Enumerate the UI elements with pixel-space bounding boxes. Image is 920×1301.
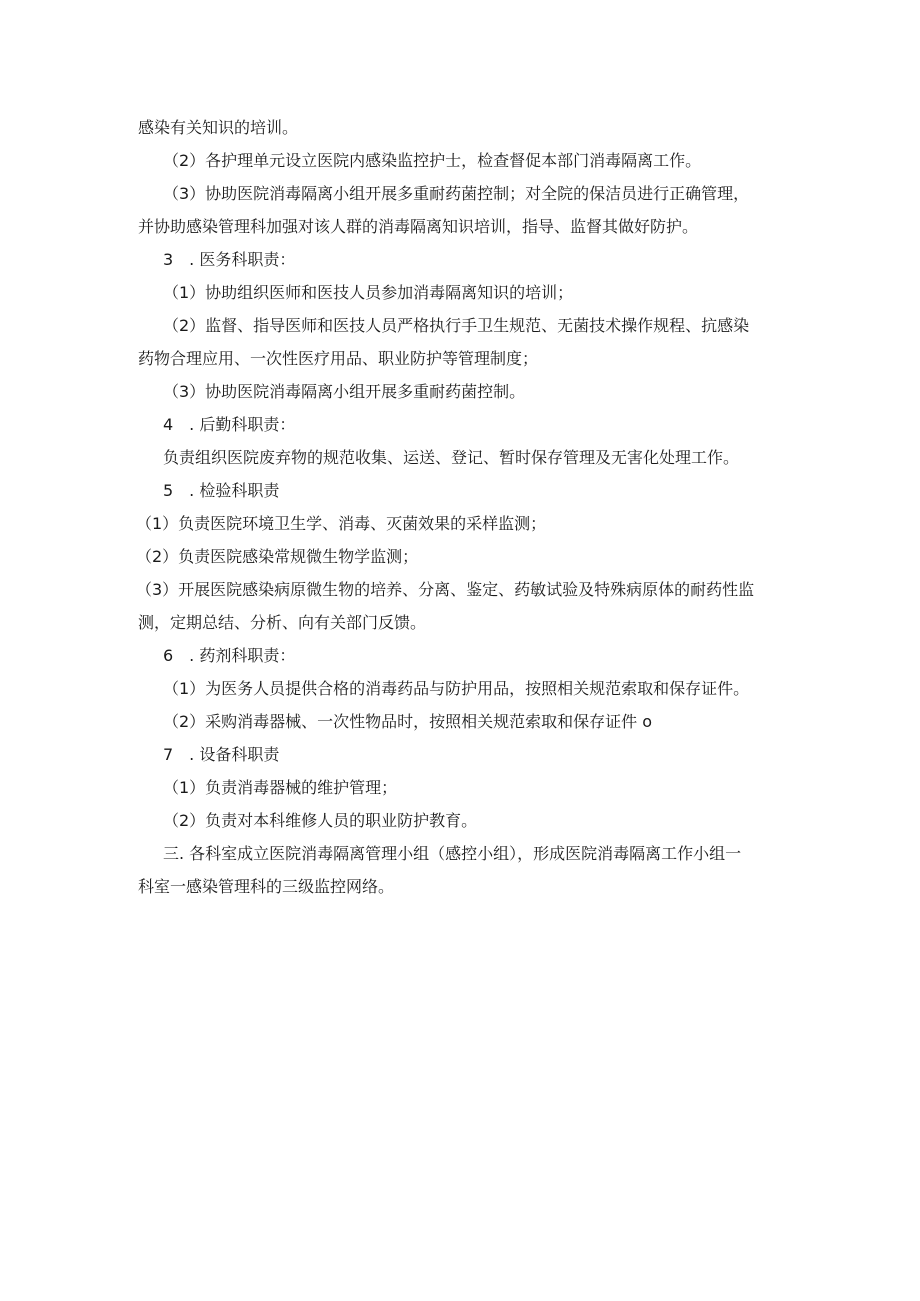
paragraph-line: （1）为医务人员提供合格的消毒药品与防护用品，按照相关规范索取和保存证件。 (163, 679, 750, 698)
section-heading: 6 . 药剂科职责： (163, 646, 296, 665)
paragraph-line: （2）各护理单元设立医院内感染监控护士，检查督促本部门消毒隔离工作。 (163, 151, 702, 170)
paragraph-line: 药物合理应用、一次性医疗用品、职业防护等管理制度； (138, 349, 539, 368)
paragraph-line: 感染有关知识的培训。 (138, 118, 299, 137)
document-body (138, 111, 798, 903)
section-heading: 3 . 医务科职责： (163, 250, 296, 269)
paragraph-line: （1）负责医院环境卫生学、消毒、灭菌效果的采样监测； (136, 514, 547, 533)
paragraph-line: （3）协助医院消毒隔离小组开展多重耐药菌控制。 (163, 382, 526, 401)
paragraph-line: （3）协助医院消毒隔离小组开展多重耐药菌控制；对全院的保洁员进行正确管理， (163, 184, 750, 203)
paragraph-line: （1）负责消毒器械的维护管理； (163, 778, 398, 797)
section-heading: 7 . 设备科职责 (163, 745, 280, 764)
section-heading: 5 . 检验科职责 (163, 481, 280, 500)
paragraph-line: （2）监督、指导医师和医技人员严格执行手卫生规范、无菌技术操作规程、抗感染 (163, 316, 750, 335)
paragraph-line: （2）负责对本科维修人员的职业防护教育。 (163, 811, 478, 830)
paragraph-line: （3）开展医院感染病原微生物的培养、分离、鉴定、药敏试验及特殊病原体的耐药性监 (136, 580, 755, 599)
paragraph-line: 科室一感染管理科的三级监控网络。 (138, 877, 395, 896)
paragraph-line: （1）协助组织医师和医技人员参加消毒隔离知识的培训； (163, 283, 574, 302)
paragraph-line: 三. 各科室成立医院消毒隔离管理小组（感控小组），形成医院消毒隔离工作小组一 (163, 844, 742, 863)
paragraph-line: （2）负责医院感染常规微生物学监测； (136, 547, 419, 566)
section-heading: 4 . 后勤科职责： (163, 415, 296, 434)
paragraph-line: 负责组织医院废弃物的规范收集、运送、登记、暂时保存管理及无害化处理工作。 (163, 448, 740, 467)
paragraph-line: 测，定期总结、分析、向有关部门反馈。 (138, 613, 427, 632)
paragraph-line: （2）采购消毒器械、一次性物品时，按照相关规范索取和保存证件 o (163, 712, 653, 731)
paragraph-line: 并协助感染管理科加强对该人群的消毒隔离知识培训，指导、监督其做好防护。 (138, 217, 699, 236)
